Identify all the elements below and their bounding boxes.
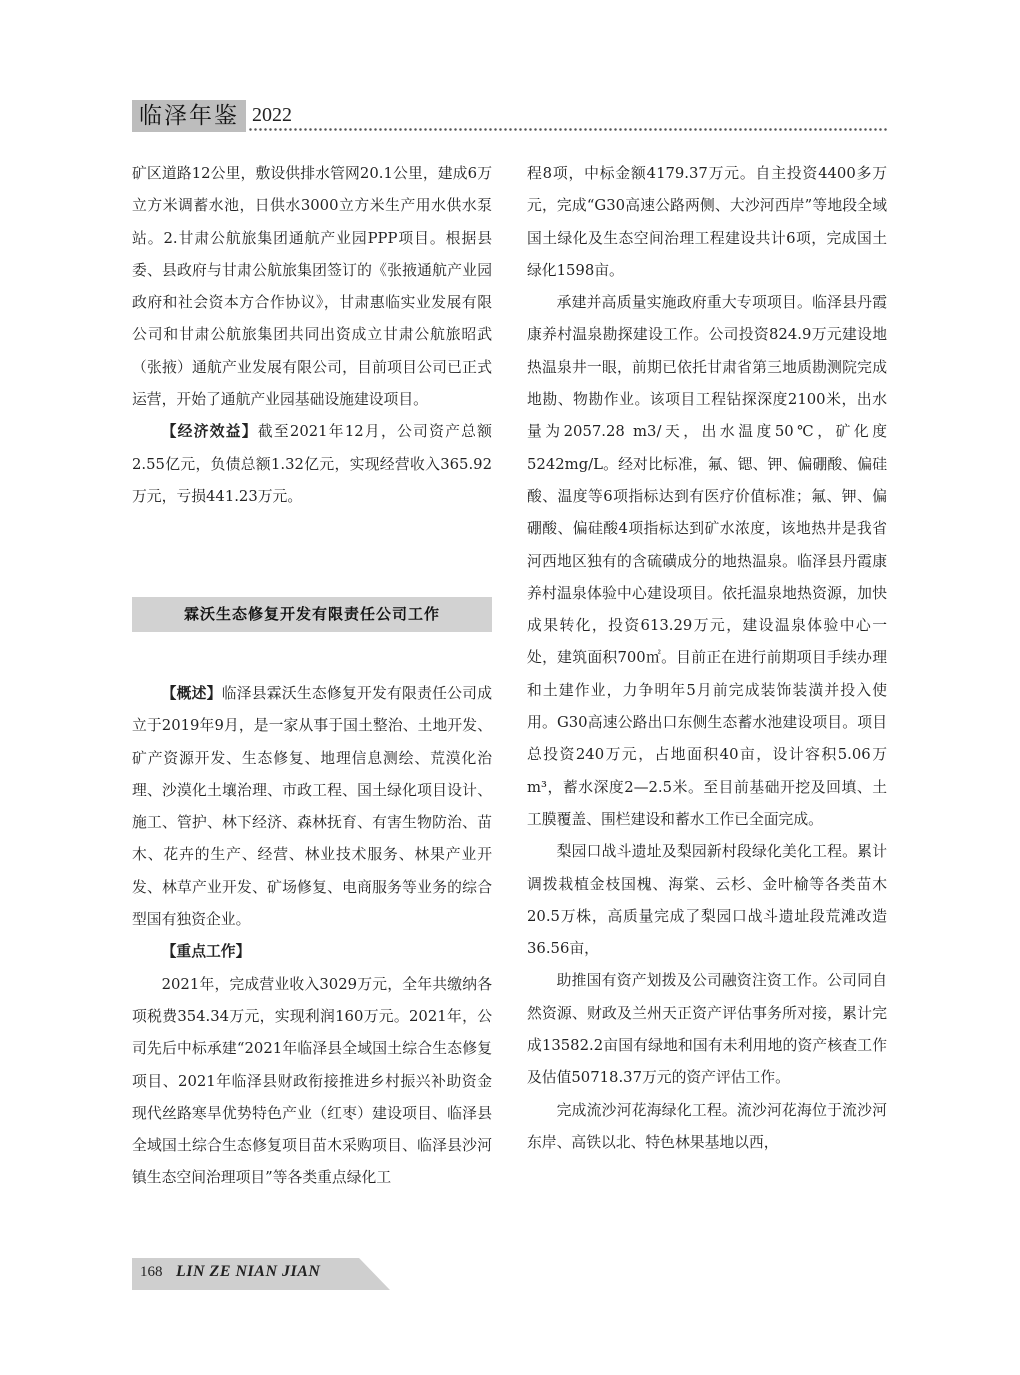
section-label: 【概述】 bbox=[161, 685, 222, 702]
subheading-key-work bbox=[132, 936, 492, 968]
paragraph: 程8项，中标金额4179.37万元。自主投资4400多万元，完成“G30高速公路两侧、大沙河西岸”等地段全域国土绿化及生态空间治理工程建设共计6项，完成国土绿化1598亩。 bbox=[527, 165, 887, 279]
paragraph: 梨园口战斗遗址及梨园新村段绿化美化工程。累计调拨栽植金枝国槐、海棠、云杉、金叶榆等各类苗木20.5万株，高质量完成了梨园口战斗遗址段荒滩改造36.56亩， bbox=[527, 843, 887, 958]
left-column-top bbox=[132, 158, 492, 513]
section-label: 【重点工作】 bbox=[161, 943, 251, 961]
paragraph: 完成流沙河花海绿化工程。流沙河花海位于流沙河东岸、高铁以北、特色林果基地以西， bbox=[527, 1101, 887, 1151]
right-column bbox=[527, 158, 887, 1159]
yearbook-title: 临泽年鉴 bbox=[132, 100, 246, 132]
paragraph-text: 截至2021年12月，公司资产总额2.55亿元，负债总额1.32亿元，实现经营收入365.92万元，亏损441.23万元。 bbox=[132, 423, 492, 505]
left-column-bottom bbox=[132, 678, 492, 1195]
footer-english-title: LIN ZE NIAN JIAN bbox=[176, 1263, 321, 1280]
paragraph: 矿区道路12公里，敷设供排水管网20.1公里，建成6万立方米调蓄水池，日供水3000立方米生产用水供水泵站。2.甘肃公航旅集团通航产业园PPP项目。根据县委、县政府与甘肃公航旅集团签订的《张掖通航产业园政府和社会资本方合作协议》，甘肃惠临实业发展有限公司和甘肃公航旅集团共同出资成立甘肃公航旅昭武（张掖）通航产业发展有限公司，目前项目公司已正式运营，开始了通航产业园基础设施建设项目。 bbox=[132, 165, 492, 409]
paragraph: 2021年，完成营业收入3029万元，全年共缴纳各项税费354.34万元，实现利润160万元。2021年，公司先后中标承建“2021年临泽县全域国土综合生态修复项目、2021年临泽县财政衔接推进乡村振兴补助资金现代丝路寒旱优势特色产业（红枣）建设项目、临泽县全域国土综合生态修复项目苗木采购项目、临泽县沙河镇生态空间治理项目”等各类重点绿化工 bbox=[132, 975, 492, 1187]
page-number: 168 bbox=[140, 1264, 163, 1280]
page-footer bbox=[132, 1258, 390, 1290]
yearbook-year: 2022 bbox=[252, 104, 292, 126]
section-label: 【经济效益】 bbox=[161, 423, 258, 441]
paragraph-overview bbox=[132, 678, 492, 936]
paragraph: 助推国有资产划拨及公司融资注资工作。公司同自然资源、财政及兰州天正资产评估事务所对接，累计完成13582.2亩国有绿地和国有未利用地的资产核查工作及估值50718.37万元的资产评估工作。 bbox=[527, 972, 887, 1087]
paragraph-economic-benefit bbox=[132, 416, 492, 513]
section-heading: 霖沃生态修复开发有限责任公司工作 bbox=[132, 597, 492, 632]
paragraph-text: 临泽县霖沃生态修复开发有限责任公司成立于2019年9月，是一家从事于国土整治、土地开发、矿产资源开发、生态修复、地理信息测绘、荒漠化治理、沙漠化土壤治理、市政工程、国土绿化项目设计、施工、管护、林下经济、森林抚育、有害生物防治、苗木、花卉的生产、经营、林业技术服务、林果产业开发、林草产业开发、矿场修复、电商服务等业务的综合型国有独资企业。 bbox=[132, 685, 492, 929]
paragraph: 承建并高质量实施政府重大专项项目。临泽县丹霞康养村温泉勘探建设工作。公司投资824.9万元建设地热温泉井一眼，前期已依托甘肃省第三地质勘测院完成地勘、物勘作业。该项目工程钻探深度2100米，出水量为2057.28 m3/天，出水温度50℃，矿化度5242mg/L。经对比标准，氟、锶、钾、偏硼酸、偏硅酸、温度等6项指标达到有医疗价值标准；氟、钾、偏硼酸、偏硅酸4项指标达到矿水浓度，该地热井是我省河西地区独有的含硫磺成分的地热温泉。临泽县丹霞康养村温泉体验中心建设项目。依托温泉地热资源，加快成果转化，投资613.29万元，建设温泉体验中心一处，建筑面积700㎡。目前正在进行前期项目手续办理和土建作业，力争明年5月前完成装饰装潢并投入使用。G30高速公路出口东侧生态蓄水池建设项目。项目总投资240万元，占地面积40亩，设计容积5.06万m³，蓄水深度2—2.5米。至目前基础开挖及回填、土工膜覆盖、围栏建设和蓄水工作已全面完成。 bbox=[527, 294, 887, 828]
header-dotted-rule bbox=[248, 127, 888, 133]
